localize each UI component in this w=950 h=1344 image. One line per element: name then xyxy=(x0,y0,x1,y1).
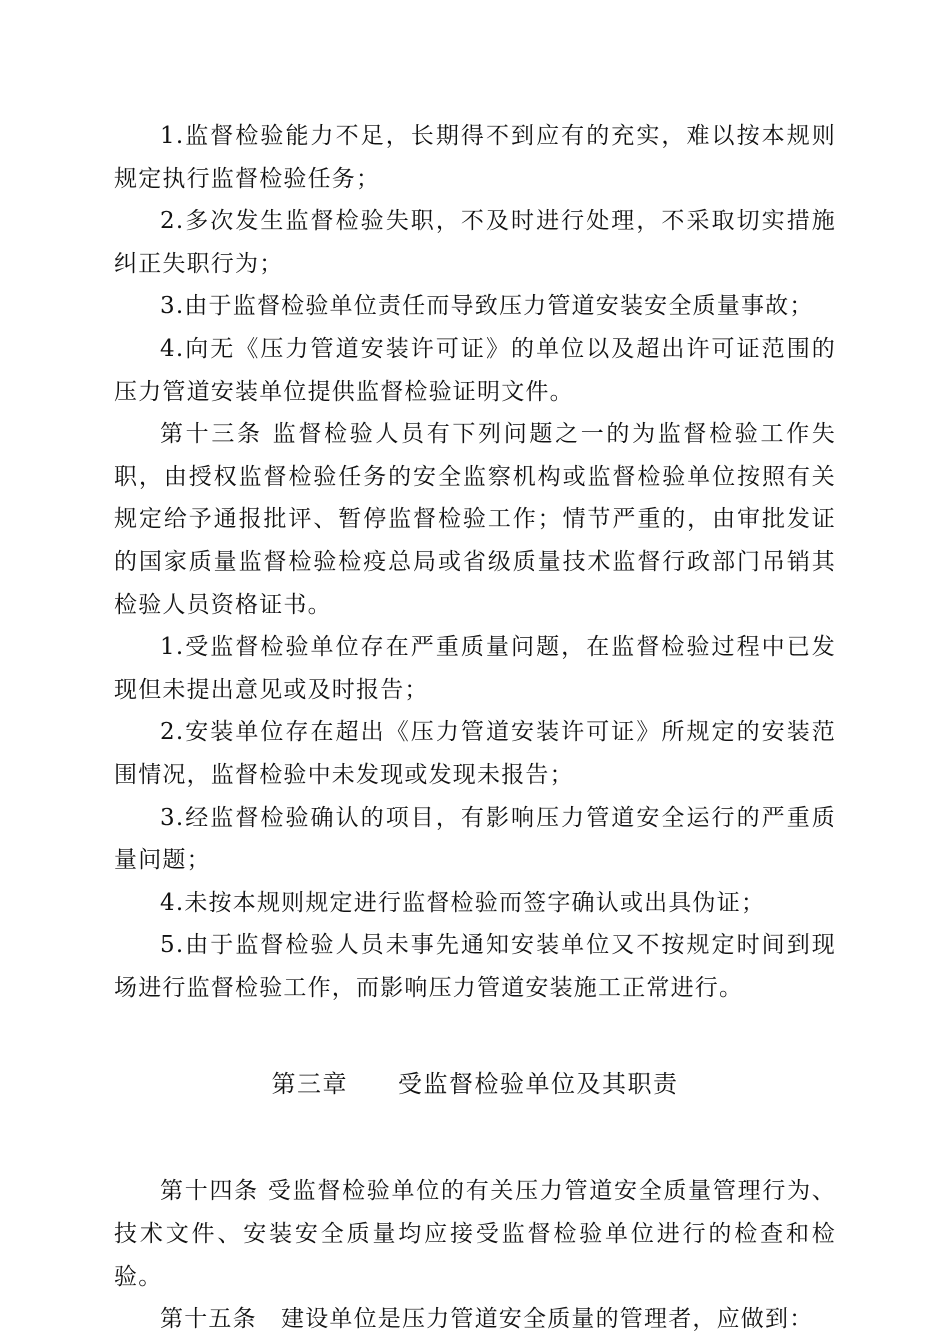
paragraph-item-4: 4.向无《压力管道安装许可证》的单位以及超出许可证范围的压力管道安装单位提供监督检验证明文件。 xyxy=(114,335,836,405)
paragraph-item-5b: 5.由于监督检验人员未事先通知安装单位又不按规定时间到现场进行监督检验工作，而影响压力管道安装施工正常进行。 xyxy=(114,932,836,1001)
chapter-number: 第三章 xyxy=(271,1070,348,1099)
paragraph-item-2: 2.多次发生监督检验失职，不及时进行处理，不采取切实措施纠正失职行为； xyxy=(114,208,836,277)
paragraph-item-1b: 1.受监督检验单位存在严重质量问题，在监督检验过程中已发现但未提出意见或及时报告； xyxy=(114,634,836,703)
paragraph-item-2b: 2.安装单位存在超出《压力管道安装许可证》所规定的安装范围情况，监督检验中未发现或发现未报告； xyxy=(114,719,836,788)
paragraph-item-4b: 4.未按本规则规定进行监督检验而签字确认或出具伪证； xyxy=(160,889,766,916)
paragraph-item-3b: 3.经监督检验确认的项目，有影响压力管道安全运行的严重质量问题； xyxy=(114,804,836,874)
paragraph-item-3: 3.由于监督检验单位责任而导致压力管道安装安全质量事故； xyxy=(160,293,814,320)
chapter-heading xyxy=(114,1062,836,1106)
paragraph-article-14: 第十四条 受监督检验单位的有关压力管道安全质量管理行为、技术文件、安装安全质量均应接受监督检验单位进行的检查和检验。 xyxy=(114,1178,836,1290)
chapter-title: 受监督检验单位及其职责 xyxy=(398,1070,679,1099)
paragraph-article-13: 第十三条 监督检验人员有下列问题之一的为监督检验工作失职，由授权监督检验任务的安全监察机构或监督检验单位按照有关规定给予通报批评、暂停监督检验工作；情节严重的，由审批发证的国家质量监督检验检疫总局或省级质量技术监督行政部门吊销其检验人员资格证书。 xyxy=(114,421,836,618)
paragraph-article-15: 第十五条 建设单位是压力管道安全质量的管理者，应做到： xyxy=(160,1306,814,1333)
paragraph-item-1: 1.监督检验能力不足，长期得不到应有的充实，难以按本规则规定执行监督检验任务； xyxy=(114,123,836,192)
